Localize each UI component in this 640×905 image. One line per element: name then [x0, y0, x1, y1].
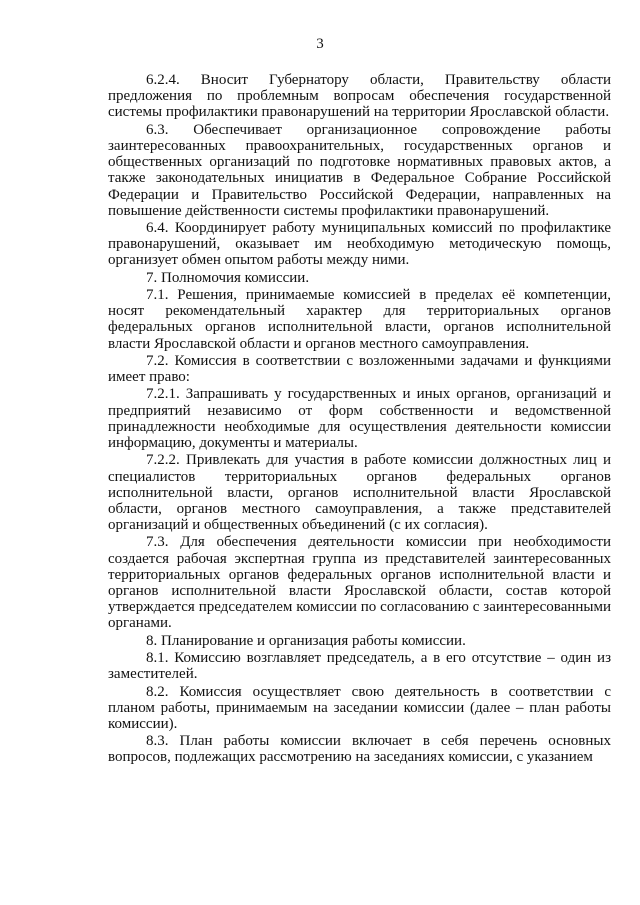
paragraph-6-4: 6.4. Координирует работу муниципальных комиссий по профилактике правонарушений, оказывает им необходимую методическую помощь, организует обмен опытом работы между ними.: [108, 220, 611, 269]
paragraph-6-2-4: 6.2.4. Вносит Губернатору области, Правительству области предложения по проблемным вопросам обеспечения государственной системы профилактики правонарушений на территории Ярославской области.: [108, 72, 611, 121]
section-heading-8: 8. Планирование и организация работы комиссии.: [146, 632, 466, 649]
paragraph-8-2: 8.2. Комиссия осуществляет свою деятельность в соответствии с планом работы, принимаемым на заседании комиссии (далее – план работы комиссии).: [108, 683, 611, 732]
paragraph-7-2: 7.2. Комиссия в соответствии с возложенными задачами и функциями имеет право:: [108, 352, 611, 386]
page-number: 3: [316, 36, 324, 52]
paragraph-8-1: 8.1. Комиссию возглавляет председатель, а в его отсутствие – один из заместителей.: [108, 650, 611, 683]
paragraph-7-2-1: 7.2.1. Запрашивать у государственных и иных органов, организаций и предприятий независимо от форм собственности и ведомственной принадлежности необходимые для осуществления деятельности комиссии информацию, документы и материалы.: [108, 386, 611, 452]
paragraph-6-3: 6.3. Обеспечивает организационное сопровождение работы заинтересованных правоохранительных, государственных органов и общественных организаций по подготовке нормативных правовых актов, а также законодательных инициатив в Федеральное Собрание Российской Федерации и Правительство Российской Федерации, направленных на повышение действенности системы профилактики правонарушений.: [108, 121, 611, 219]
paragraph-7-3: 7.3. Для обеспечения деятельности комиссии при необходимости создается рабочая экспертная группа из представителей заинтересованных территориальных органов федеральных органов исполнительной власти и органов исполнительной власти Ярославской области, состав которой утверждается председателем комиссии по согласованию с заинтересованными органами.: [108, 534, 611, 632]
paragraph-7-1: 7.1. Решения, принимаемые комиссией в пределах её компетенции, носят рекомендательный характер для территориальных органов федеральных органов исполнительной власти, органов исполнительной власти Ярославской области и органов местного самоуправления.: [108, 287, 611, 352]
section-heading-7: 7. Полномочия комиссии.: [146, 269, 310, 286]
paragraph-8-3: 8.3. План работы комиссии включает в себя перечень основных вопросов, подлежащих рассмотрению на заседаниях комиссии, с указанием: [108, 733, 611, 766]
document-body: [108, 72, 611, 767]
paragraph-7-2-2: 7.2.2. Привлекать для участия в работе комиссии должностных лиц и специалистов территориальных органов федеральных органов исполнительной власти, органов исполнительной власти Ярославской области, органов местного самоуправления, а также представителей организаций и общественных объединений (с их согласия).: [108, 452, 611, 534]
